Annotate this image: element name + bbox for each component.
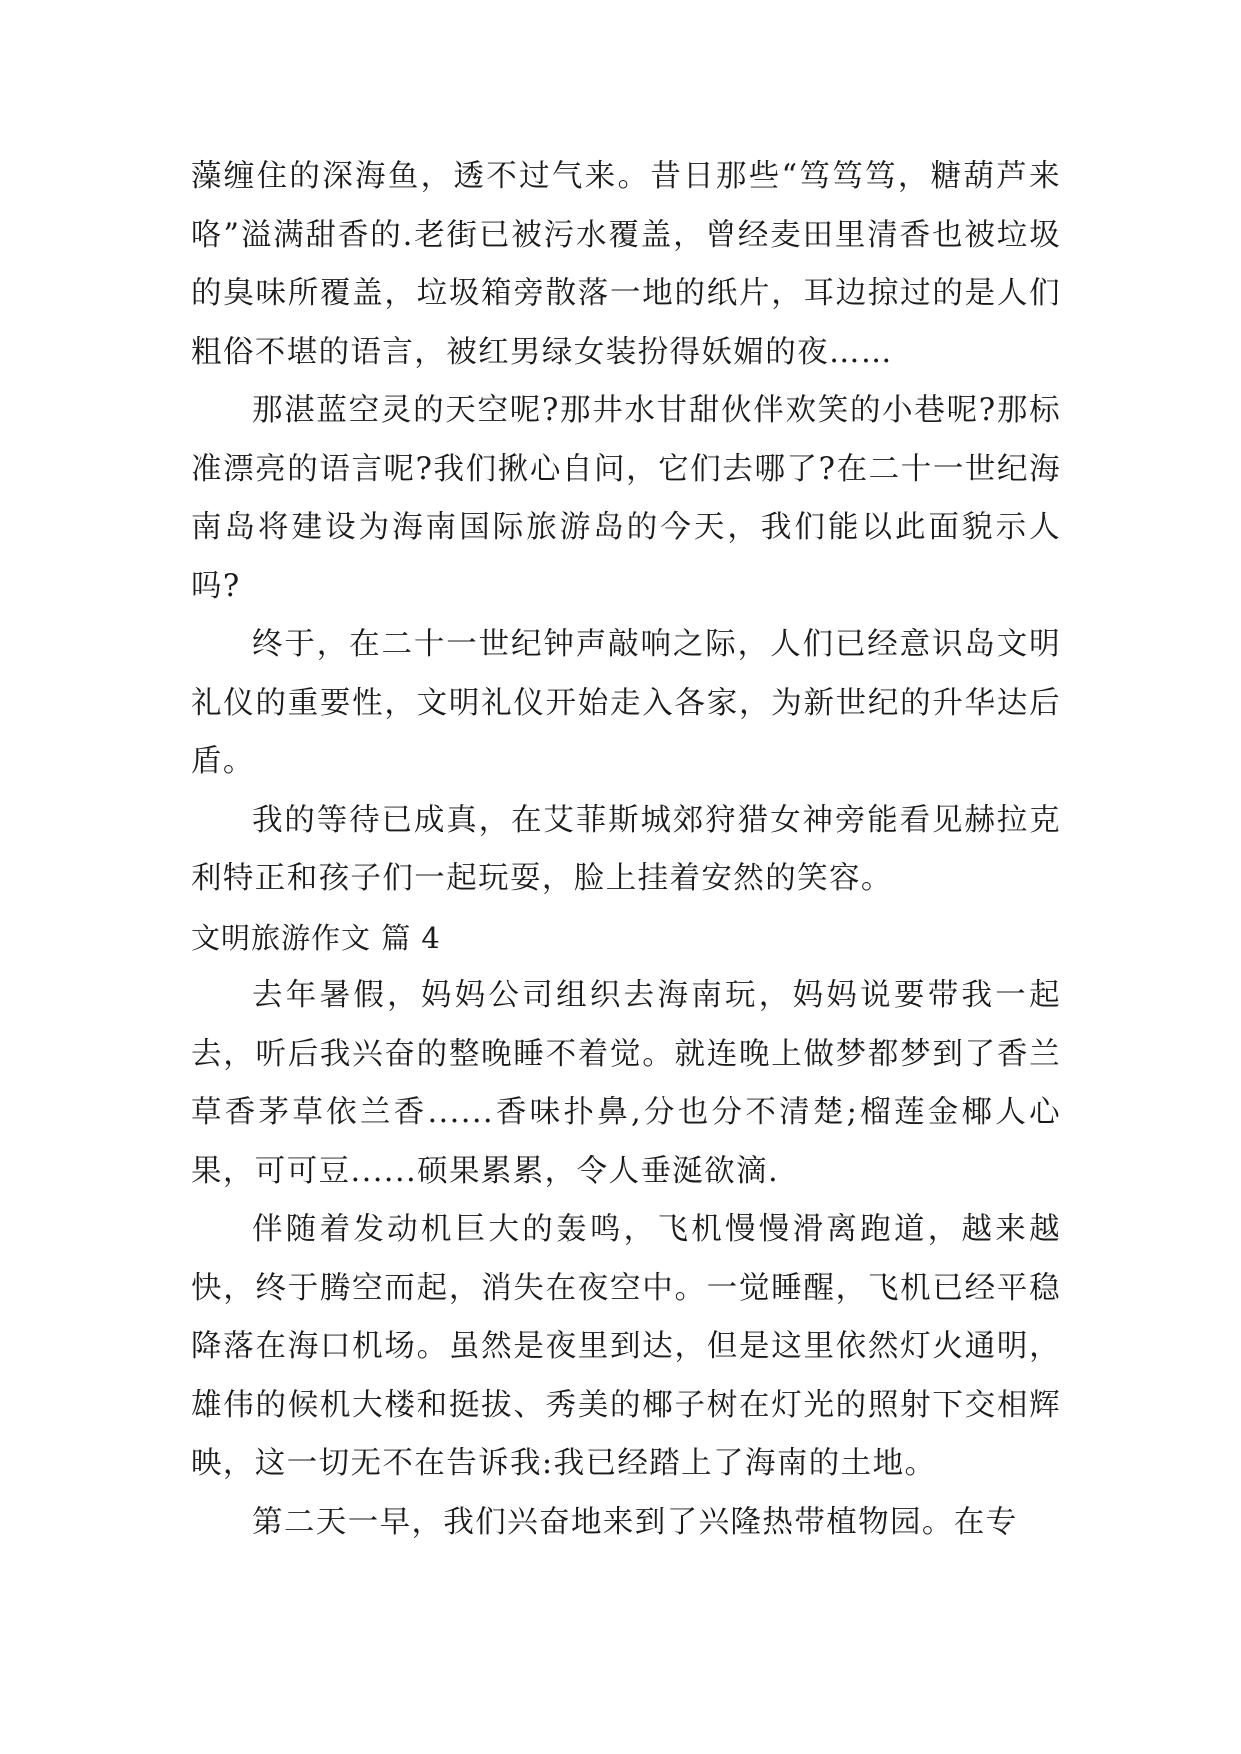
document-page (191, 148, 1061, 1552)
paragraph-etiquette: 终于，在二十一世纪钟声敲响之际，人们已经意识岛文明礼仪的重要性，文明礼仪开始走入各家，为新世纪的升华达后盾。 (191, 627, 1061, 779)
paragraph-flight: 伴随着发动机巨大的轰鸣，飞机慢慢滑离跑道，越来越快，终于腾空而起，消失在夜空中。一觉睡醒，飞机已经平稳降落在海口机场。虽然是夜里到达，但是这里依然灯火通明，雄伟的候机大楼和挺拔、秀美的椰子树在灯光的照射下交相辉映，这一切无不在告诉我:我已经踏上了海南的土地。 (191, 1212, 1061, 1481)
paragraph-questions: 那湛蓝空灵的天空呢?那井水甘甜伙伴欢笑的小巷呢?那标准漂亮的语言呢?我们揪心自问，它们去哪了?在二十一世纪海南岛将建设为海南国际旅游岛的今天，我们能以此面貌示人吗? (191, 393, 1061, 604)
paragraph-summer-trip: 去年暑假，妈妈公司组织去海南玩，妈妈说要带我一起去，听后我兴奋的整晚睡不着觉。就连晚上做梦都梦到了香兰草香茅草依兰香......香味扑鼻,分也分不清楚;榴莲金椰人心果，可可豆......硕果累累，令人垂涎欲滴. (191, 978, 1061, 1189)
paragraph-waiting: 我的等待已成真，在艾菲斯城郊狩猎女神旁能看见赫拉克利特正和孩子们一起玩耍，脸上挂着安然的笑容。 (191, 802, 1061, 896)
paragraph-continued: 藻缠住的深海鱼，透不过气来。昔日那些“笃笃笃，糖葫芦来咯”溢满甜香的.老街已被污水覆盖，曾经麦田里清香也被垃圾的臭味所覆盖，垃圾箱旁散落一地的纸片，耳边掠过的是人们粗俗不堪的语言，被红男绿女装扮得妖媚的夜…… (191, 159, 1061, 370)
paragraph-botanical-garden: 第二天一早，我们兴奋地来到了兴隆热带植物园。在专 (252, 1504, 1018, 1540)
section-heading: 文明旅游作文 篇 4 (191, 920, 441, 955)
